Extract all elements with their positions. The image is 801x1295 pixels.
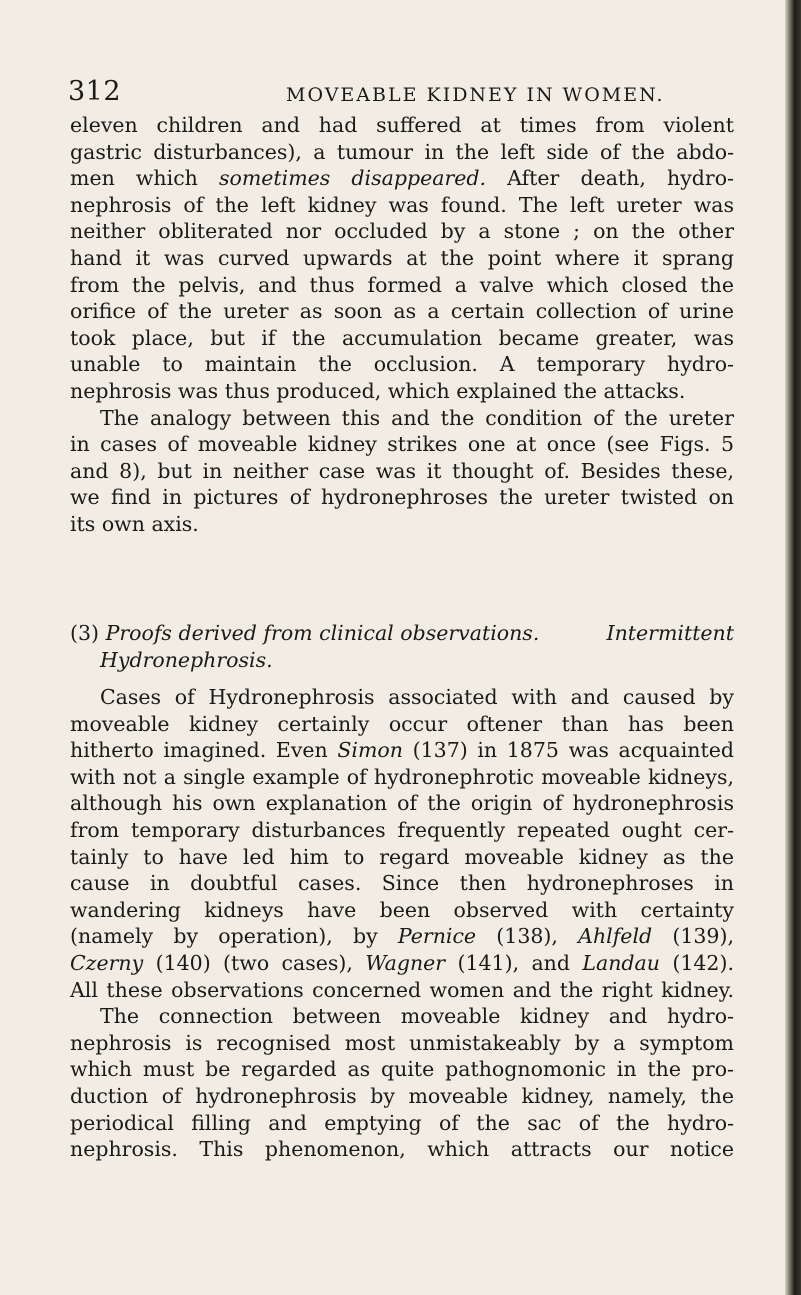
text-line: wandering kidneys have been observed with certainty [70, 897, 734, 922]
text-line: nephrosis of the left kidney was found. The left ureter was [70, 192, 734, 217]
body-text-top [70, 112, 734, 538]
text-line: neither obliterated nor occluded by a stone ; on the other [70, 219, 734, 244]
author-name: Simon [337, 738, 403, 763]
text-line: men which sometimes disappeared. After death, hydro- [70, 166, 734, 191]
text-line: we find in pictures of hydronephroses the ureter twisted on [70, 485, 734, 510]
text-line: from the pelvis, and thus formed a valve which closed the [70, 272, 734, 297]
text-line: moveable kidney certainly occur oftener than has been [70, 711, 734, 736]
section-heading: (3) Proofs derived from clinical observations. Intermittent Hydronephrosis. [70, 621, 734, 672]
author-name: Pernice [397, 924, 477, 949]
text-line: nephrosis was thus produced, which explained the attacks. [70, 378, 686, 403]
text-line: in cases of moveable kidney strikes one at once (see Figs. 5 [70, 432, 734, 457]
page-number: 312 [68, 76, 122, 107]
text-line: from temporary disturbances frequently repeated ought cer- [70, 817, 734, 842]
text-line: The connection between moveable kidney and hydro- [100, 1004, 734, 1029]
text-line: orifice of the ureter as soon as a certain collection of urine [70, 299, 734, 324]
text-line: nephrosis is recognised most unmistakeably by a symptom [70, 1030, 734, 1055]
text-line: took place, but if the accumulation became greater, was [70, 325, 734, 350]
author-name: Czerny [70, 950, 144, 975]
text-line: Czerny (140) (two cases), Wagner (141), and Landau (142). [70, 950, 734, 975]
author-name: Landau [582, 950, 660, 975]
text-line: periodical filling and emptying of the sac of the hydro- [70, 1110, 734, 1135]
text-line: gastric disturbances), a tumour in the left side of the abdo- [70, 139, 734, 164]
italic-emphasis: sometimes disappeared. [219, 166, 487, 191]
text-line: with not a single example of hydronephrotic moveable kidneys, [70, 764, 734, 789]
text-line: its own axis. [70, 511, 199, 536]
text-line: duction of hydronephrosis by moveable kidney, namely, the [70, 1083, 734, 1108]
heading-subtitle: Intermittent [606, 621, 734, 645]
author-name: Ahlfeld [578, 924, 653, 949]
text-line: All these observations concerned women and the right kidney. [70, 977, 734, 1002]
text-line: although his own explanation of the origin of hydronephrosis [70, 791, 734, 816]
text-line: The analogy between this and the condition of the ureter [100, 405, 734, 430]
text-line: hand it was curved upwards at the point where it sprang [70, 245, 734, 270]
text-line: which must be regarded as quite pathognomonic in the pro- [70, 1057, 734, 1082]
heading-title: Proofs derived from clinical observations. [105, 621, 540, 645]
text-line: Cases of Hydronephrosis associated with and caused by [100, 685, 734, 709]
text-line: hitherto imagined. Even Simon (137) in 1875 was acquainted [70, 738, 734, 763]
author-name: Wagner [365, 950, 446, 975]
text-line: nephrosis. This phenomenon, which attracts our notice [70, 1137, 734, 1162]
text-line: cause in doubtful cases. Since then hydronephroses in [70, 871, 734, 896]
text-line: unable to maintain the occlusion. A temporary hydro- [70, 352, 734, 377]
page-edge-shadow [785, 0, 801, 1295]
text-line: (namely by operation), by Pernice (138), Ahlfeld (139), [70, 924, 734, 949]
text-line: tainly to have led him to regard moveable kidney as the [70, 844, 734, 869]
running-head: MOVEABLE KIDNEY IN WOMEN. [286, 84, 665, 106]
text-line: and 8), but in neither case was it thought of. Besides these, [70, 458, 734, 483]
text-line: eleven children and had suffered at times from violent [70, 113, 734, 137]
body-text-bottom [70, 684, 734, 1163]
